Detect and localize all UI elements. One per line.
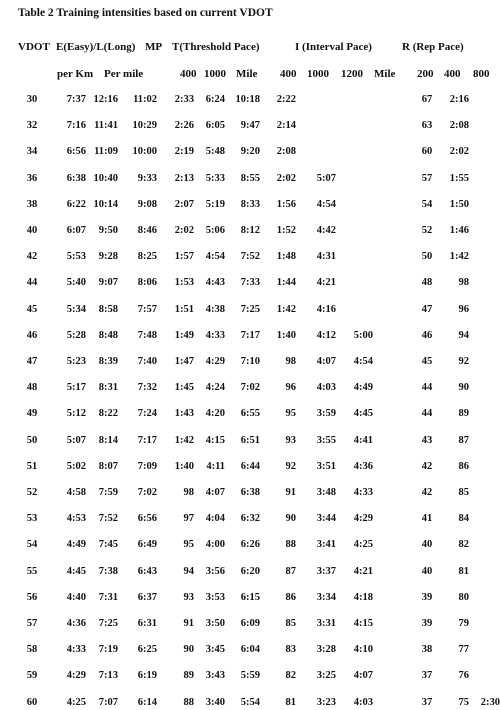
- cell-e-mile: 10:40: [93, 173, 118, 184]
- cell-e-km: 5:07: [66, 435, 86, 446]
- cell-t1000: 4:07: [205, 487, 225, 498]
- header-rep: R (Rep Pace): [402, 41, 464, 53]
- cell-vdot: 57: [26, 618, 38, 629]
- cell-e-mile: 8:14: [98, 435, 118, 446]
- cell-t400: 1:45: [174, 382, 194, 393]
- cell-t1000: 4:04: [205, 513, 225, 524]
- cell-i1200: 4:33: [353, 487, 373, 498]
- cell-e-km: 7:37: [66, 94, 86, 105]
- cell-i400: 2:22: [276, 94, 296, 105]
- cell-vdot: 30: [26, 94, 38, 105]
- cell-t1000: 3:56: [205, 566, 225, 577]
- cell-vdot: 50: [26, 435, 38, 446]
- cell-tmile: 6:20: [240, 566, 260, 577]
- cell-t400: 88: [183, 697, 194, 708]
- cell-vdot: 45: [26, 304, 38, 315]
- cell-t400: 1:40: [174, 461, 194, 472]
- cell-t400: 90: [183, 644, 194, 655]
- cell-r400: 94: [458, 330, 469, 341]
- cell-i1000: 3:28: [316, 644, 336, 655]
- cell-e-km: 7:16: [66, 120, 86, 131]
- cell-r200: 37: [421, 670, 433, 681]
- cell-i1000: 4:16: [316, 304, 336, 315]
- cell-e-km: 4:53: [66, 513, 86, 524]
- cell-t1000: 4:54: [205, 251, 225, 262]
- cell-t1000: 3:43: [205, 670, 225, 681]
- cell-mp: 6:49: [137, 539, 157, 550]
- cell-e-km: 5:40: [66, 277, 86, 288]
- cell-vdot: 32: [26, 120, 38, 131]
- cell-i400: 98: [285, 356, 296, 367]
- cell-e-mile: 11:41: [94, 120, 118, 131]
- cell-i400: 95: [285, 408, 296, 419]
- cell-t400: 95: [183, 539, 194, 550]
- cell-r400: 1:50: [449, 199, 469, 210]
- cell-i400: 83: [285, 644, 296, 655]
- cell-e-km: 4:33: [66, 644, 86, 655]
- cell-r400: 89: [458, 408, 469, 419]
- cell-vdot: 34: [26, 146, 38, 157]
- cell-mp: 10:29: [132, 120, 157, 131]
- header-t1000: 1000: [204, 68, 226, 80]
- cell-mp: 7:48: [137, 330, 157, 341]
- cell-e-km: 4:40: [66, 592, 86, 603]
- cell-r400: 92: [458, 356, 469, 367]
- cell-e-mile: 9:07: [98, 277, 118, 288]
- cell-r400: 84: [458, 513, 469, 524]
- header-threshold: T(Threshold Pace): [172, 41, 260, 53]
- cell-r400: 1:42: [449, 251, 469, 262]
- header-i400: 400: [280, 68, 297, 80]
- cell-e-mile: 7:52: [98, 513, 118, 524]
- cell-i400: 1:52: [276, 225, 296, 236]
- cell-i1200: 4:18: [353, 592, 373, 603]
- cell-i1200: 4:49: [353, 382, 373, 393]
- cell-t400: 2:02: [174, 225, 194, 236]
- cell-mp: 7:02: [137, 487, 157, 498]
- cell-vdot: 53: [26, 513, 38, 524]
- cell-i400: 81: [285, 697, 296, 708]
- cell-i1000: 3:23: [316, 697, 336, 708]
- cell-e-km: 6:22: [66, 199, 86, 210]
- cell-r400: 2:08: [449, 120, 469, 131]
- cell-i400: 1:44: [276, 277, 296, 288]
- cell-e-km: 5:23: [66, 356, 86, 367]
- cell-t1000: 4:29: [205, 356, 225, 367]
- cell-e-km: 4:29: [66, 670, 86, 681]
- cell-i1200: 4:29: [353, 513, 373, 524]
- cell-i1000: 3:44: [316, 513, 336, 524]
- cell-tmile: 5:54: [240, 697, 260, 708]
- cell-i400: 82: [285, 670, 296, 681]
- cell-mp: 9:08: [137, 199, 157, 210]
- header-r200: 200: [417, 68, 434, 80]
- cell-r400: 98: [458, 277, 469, 288]
- cell-i400: 2:14: [276, 120, 296, 131]
- cell-t1000: 4:00: [205, 539, 225, 550]
- cell-tmile: 7:33: [240, 277, 260, 288]
- cell-t1000: 3:53: [205, 592, 225, 603]
- cell-r200: 46: [421, 330, 433, 341]
- cell-tmile: 6:15: [240, 592, 260, 603]
- cell-e-mile: 8:07: [98, 461, 118, 472]
- cell-i1000: 3:31: [316, 618, 336, 629]
- cell-mp: 6:19: [137, 670, 157, 681]
- cell-i400: 86: [285, 592, 296, 603]
- cell-e-km: 5:53: [66, 251, 86, 262]
- cell-t1000: 5:48: [205, 146, 225, 157]
- cell-i400: 1:40: [276, 330, 296, 341]
- header-imile: Mile: [374, 68, 396, 80]
- cell-e-mile: 7:13: [98, 670, 118, 681]
- cell-t400: 97: [183, 513, 194, 524]
- cell-i1200: 5:00: [353, 330, 373, 341]
- cell-i400: 2:02: [276, 173, 296, 184]
- page-title: Table 2 Training intensities based on current VDOT: [18, 7, 273, 19]
- cell-i1200: 4:41: [353, 435, 373, 446]
- cell-vdot: 60: [26, 697, 38, 708]
- cell-i1000: 5:07: [316, 173, 336, 184]
- cell-t400: 89: [183, 670, 194, 681]
- cell-e-km: 5:02: [66, 461, 86, 472]
- cell-e-mile: 7:59: [98, 487, 118, 498]
- header-per-mile: Per mile: [104, 68, 144, 80]
- cell-e-mile: 9:28: [98, 251, 118, 262]
- cell-e-km: 6:56: [66, 146, 86, 157]
- cell-t400: 1:42: [174, 435, 194, 446]
- cell-t400: 2:13: [174, 173, 194, 184]
- cell-mp: 8:25: [137, 251, 157, 262]
- cell-tmile: 6:26: [240, 539, 260, 550]
- cell-i1000: 4:21: [316, 277, 336, 288]
- header-tmile: Mile: [236, 68, 258, 80]
- cell-i1200: 4:03: [353, 697, 373, 708]
- cell-i1000: 3:48: [316, 487, 336, 498]
- cell-tmile: 8:12: [240, 225, 260, 236]
- cell-e-km: 4:49: [66, 539, 86, 550]
- cell-t400: 2:26: [174, 120, 194, 131]
- cell-i400: 88: [285, 539, 296, 550]
- cell-r400: 2:16: [449, 94, 469, 105]
- cell-mp: 7:57: [137, 304, 157, 315]
- cell-vdot: 49: [26, 408, 38, 419]
- cell-t400: 98: [183, 487, 194, 498]
- cell-t400: 1:47: [174, 356, 194, 367]
- cell-i1000: 3:41: [316, 539, 336, 550]
- cell-t400: 2:07: [174, 199, 194, 210]
- cell-i400: 2:08: [276, 146, 296, 157]
- cell-e-mile: 7:38: [98, 566, 118, 577]
- cell-e-km: 4:45: [66, 566, 86, 577]
- cell-i400: 1:42: [276, 304, 296, 315]
- cell-e-mile: 12:16: [93, 94, 118, 105]
- cell-t1000: 4:20: [205, 408, 225, 419]
- header-interval: I (Interval Pace): [295, 41, 372, 53]
- cell-vdot: 38: [26, 199, 38, 210]
- cell-mp: 7:24: [137, 408, 157, 419]
- cell-t1000: 4:11: [206, 461, 225, 472]
- cell-t1000: 4:24: [205, 382, 225, 393]
- cell-t1000: 6:05: [205, 120, 225, 131]
- cell-t400: 93: [183, 592, 194, 603]
- cell-t400: 2:33: [174, 94, 194, 105]
- cell-r400: 79: [458, 618, 469, 629]
- cell-r200: 41: [421, 513, 433, 524]
- cell-r400: 96: [458, 304, 469, 315]
- cell-e-mile: 7:25: [98, 618, 118, 629]
- cell-tmile: 6:44: [240, 461, 260, 472]
- cell-i400: 96: [285, 382, 296, 393]
- cell-t400: 1:57: [174, 251, 194, 262]
- cell-e-mile: 7:07: [98, 697, 118, 708]
- cell-mp: 8:06: [137, 277, 157, 288]
- cell-r200: 45: [421, 356, 433, 367]
- cell-mp: 9:33: [137, 173, 157, 184]
- cell-e-km: 4:25: [66, 697, 86, 708]
- cell-r400: 77: [458, 644, 469, 655]
- cell-t1000: 3:45: [205, 644, 225, 655]
- cell-mp: 6:25: [137, 644, 157, 655]
- cell-mp: 7:17: [137, 435, 157, 446]
- header-r800: 800: [473, 68, 490, 80]
- cell-vdot: 58: [26, 644, 38, 655]
- cell-mp: 11:02: [133, 94, 157, 105]
- cell-e-mile: 7:45: [98, 539, 118, 550]
- header-per-km: per Km: [57, 68, 94, 80]
- cell-i1000: 3:55: [316, 435, 336, 446]
- cell-t400: 94: [183, 566, 194, 577]
- cell-e-mile: 7:31: [98, 592, 118, 603]
- header-mp: MP: [145, 41, 163, 53]
- cell-r400: 85: [458, 487, 469, 498]
- cell-tmile: 6:09: [240, 618, 260, 629]
- cell-i1000: 3:37: [316, 566, 336, 577]
- cell-tmile: 8:33: [240, 199, 260, 210]
- cell-i400: 85: [285, 618, 296, 629]
- header-i1000: 1000: [307, 68, 329, 80]
- cell-r200: 50: [421, 251, 433, 262]
- cell-tmile: 6:51: [240, 435, 260, 446]
- cell-i1200: 4:36: [353, 461, 373, 472]
- cell-mp: 7:40: [137, 356, 157, 367]
- cell-e-mile: 9:50: [98, 225, 118, 236]
- cell-mp: 8:46: [137, 225, 157, 236]
- cell-r200: 63: [421, 120, 433, 131]
- cell-r400: 75: [458, 697, 469, 708]
- cell-e-mile: 8:22: [98, 408, 118, 419]
- cell-vdot: 56: [26, 592, 38, 603]
- cell-i1000: 3:25: [316, 670, 336, 681]
- cell-t1000: 4:43: [205, 277, 225, 288]
- cell-r400: 86: [458, 461, 469, 472]
- cell-e-mile: 11:09: [94, 146, 118, 157]
- cell-e-km: 5:28: [66, 330, 86, 341]
- cell-vdot: 54: [26, 539, 38, 550]
- cell-i1000: 4:03: [316, 382, 336, 393]
- cell-e-mile: 8:39: [98, 356, 118, 367]
- cell-e-km: 5:12: [66, 408, 86, 419]
- cell-i1000: 3:59: [316, 408, 336, 419]
- cell-mp: 6:43: [137, 566, 157, 577]
- cell-tmile: 8:55: [240, 173, 260, 184]
- cell-vdot: 36: [26, 173, 38, 184]
- cell-r400: 87: [458, 435, 469, 446]
- cell-i1200: 4:45: [353, 408, 373, 419]
- cell-vdot: 46: [26, 330, 38, 341]
- cell-r800: 2:30: [480, 697, 500, 708]
- header-easy-long: E(Easy)/L(Long): [56, 41, 136, 53]
- cell-vdot: 44: [26, 277, 38, 288]
- cell-r400: 76: [458, 670, 469, 681]
- cell-i400: 91: [285, 487, 296, 498]
- cell-r200: 40: [421, 539, 433, 550]
- cell-r200: 38: [421, 644, 433, 655]
- cell-t400: 2:19: [174, 146, 194, 157]
- cell-t400: 1:43: [174, 408, 194, 419]
- cell-t1000: 6:24: [205, 94, 225, 105]
- cell-i1000: 3:51: [316, 461, 336, 472]
- cell-r200: 43: [421, 435, 433, 446]
- cell-e-mile: 10:14: [93, 199, 118, 210]
- cell-r400: 80: [458, 592, 469, 603]
- cell-i400: 92: [285, 461, 296, 472]
- cell-t400: 1:51: [174, 304, 194, 315]
- cell-i400: 90: [285, 513, 296, 524]
- cell-vdot: 59: [26, 670, 38, 681]
- cell-i1000: 4:31: [316, 251, 336, 262]
- cell-r200: 39: [421, 592, 433, 603]
- cell-mp: 6:31: [137, 618, 157, 629]
- cell-r400: 1:55: [449, 173, 469, 184]
- cell-r200: 44: [421, 382, 433, 393]
- cell-i1000: 3:34: [316, 592, 336, 603]
- cell-r200: 54: [421, 199, 433, 210]
- cell-r400: 1:46: [449, 225, 469, 236]
- cell-tmile: 7:02: [240, 382, 260, 393]
- cell-mp: 6:37: [137, 592, 157, 603]
- cell-e-mile: 7:19: [98, 644, 118, 655]
- cell-tmile: 6:32: [240, 513, 260, 524]
- cell-i1000: 4:54: [316, 199, 336, 210]
- cell-r200: 37: [421, 697, 433, 708]
- cell-r400: 81: [458, 566, 469, 577]
- cell-e-mile: 8:31: [98, 382, 118, 393]
- cell-i1000: 4:07: [316, 356, 336, 367]
- cell-i1000: 4:12: [316, 330, 336, 341]
- cell-i1200: 4:21: [353, 566, 373, 577]
- cell-r400: 90: [458, 382, 469, 393]
- cell-i1200: 4:07: [353, 670, 373, 681]
- cell-t400: 1:53: [174, 277, 194, 288]
- cell-r400: 82: [458, 539, 469, 550]
- cell-e-mile: 8:48: [98, 330, 118, 341]
- header-t400: 400: [180, 68, 197, 80]
- cell-t1000: 5:19: [205, 199, 225, 210]
- cell-e-km: 5:17: [66, 382, 86, 393]
- cell-t1000: 5:33: [205, 173, 225, 184]
- cell-tmile: 5:59: [240, 670, 260, 681]
- cell-mp: 6:56: [137, 513, 157, 524]
- cell-r200: 47: [421, 304, 433, 315]
- cell-mp: 6:14: [137, 697, 157, 708]
- cell-r200: 67: [421, 94, 433, 105]
- cell-e-km: 6:07: [66, 225, 86, 236]
- cell-i400: 93: [285, 435, 296, 446]
- cell-r200: 48: [421, 277, 433, 288]
- cell-r200: 57: [421, 173, 433, 184]
- cell-tmile: 10:18: [235, 94, 260, 105]
- cell-r400: 2:02: [449, 146, 469, 157]
- cell-r200: 42: [421, 487, 433, 498]
- cell-i400: 1:56: [276, 199, 296, 210]
- cell-vdot: 40: [26, 225, 38, 236]
- cell-tmile: 6:55: [240, 408, 260, 419]
- cell-tmile: 7:17: [240, 330, 260, 341]
- cell-vdot: 48: [26, 382, 38, 393]
- cell-vdot: 42: [26, 251, 38, 262]
- cell-vdot: 52: [26, 487, 38, 498]
- cell-t400: 91: [183, 618, 194, 629]
- cell-e-km: 5:34: [66, 304, 86, 315]
- cell-tmile: 7:25: [240, 304, 260, 315]
- cell-i1200: 4:54: [353, 356, 373, 367]
- cell-r200: 40: [421, 566, 433, 577]
- header-i1200: 1200: [341, 68, 363, 80]
- header-r400: 400: [444, 68, 461, 80]
- cell-mp: 10:00: [132, 146, 157, 157]
- cell-r200: 60: [421, 146, 433, 157]
- cell-tmile: 7:52: [240, 251, 260, 262]
- cell-r200: 42: [421, 461, 433, 472]
- cell-r200: 39: [421, 618, 433, 629]
- cell-t1000: 3:50: [205, 618, 225, 629]
- cell-t1000: 3:40: [205, 697, 225, 708]
- cell-i1000: 4:42: [316, 225, 336, 236]
- cell-i400: 87: [285, 566, 296, 577]
- cell-e-km: 4:58: [66, 487, 86, 498]
- cell-e-km: 4:36: [66, 618, 86, 629]
- cell-t1000: 4:38: [205, 304, 225, 315]
- cell-i1200: 4:25: [353, 539, 373, 550]
- cell-tmile: 9:47: [240, 120, 260, 131]
- cell-tmile: 7:10: [240, 356, 260, 367]
- cell-mp: 7:32: [137, 382, 157, 393]
- cell-t1000: 4:15: [205, 435, 225, 446]
- cell-i400: 1:48: [276, 251, 296, 262]
- cell-t1000: 5:06: [205, 225, 225, 236]
- cell-t1000: 4:33: [205, 330, 225, 341]
- header-vdot: VDOT: [18, 41, 50, 53]
- cell-vdot: 47: [26, 356, 38, 367]
- cell-mp: 7:09: [137, 461, 157, 472]
- cell-i1200: 4:10: [353, 644, 373, 655]
- cell-vdot: 51: [26, 461, 38, 472]
- cell-tmile: 6:04: [240, 644, 260, 655]
- cell-i1200: 4:15: [353, 618, 373, 629]
- cell-vdot: 55: [26, 566, 38, 577]
- cell-e-mile: 8:58: [98, 304, 118, 315]
- cell-t400: 1:49: [174, 330, 194, 341]
- cell-tmile: 6:38: [240, 487, 260, 498]
- cell-r200: 44: [421, 408, 433, 419]
- cell-tmile: 9:20: [240, 146, 260, 157]
- cell-r200: 52: [421, 225, 433, 236]
- cell-e-km: 6:38: [66, 173, 86, 184]
